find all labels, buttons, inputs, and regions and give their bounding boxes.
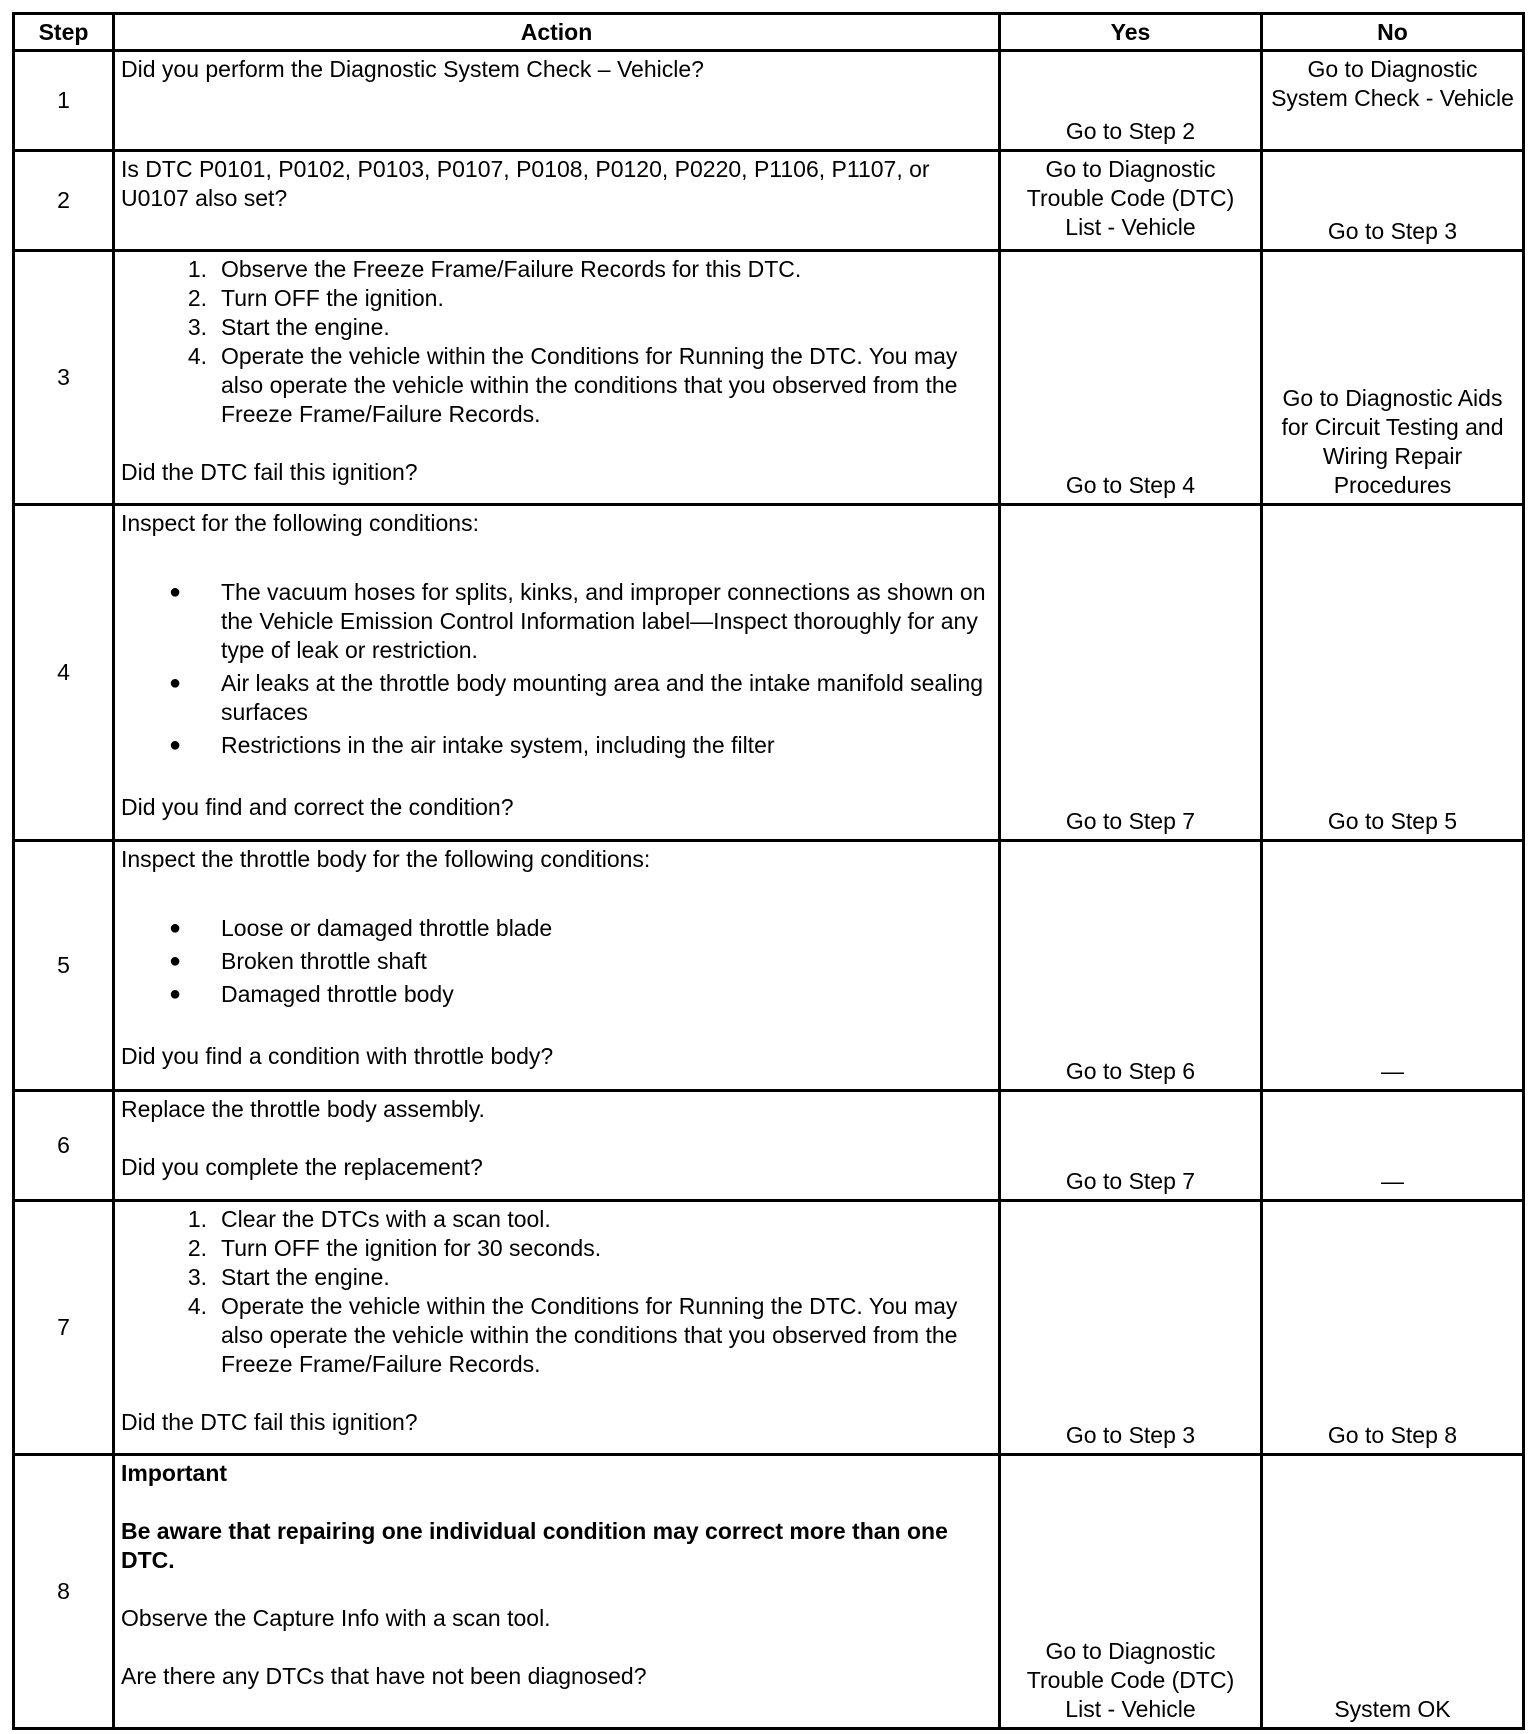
yes-cell: Go to Step 2	[1000, 51, 1262, 151]
list-item: 3. Start the engine.	[187, 1264, 390, 1290]
step-number: 6	[14, 1091, 114, 1201]
important-text: Be aware that repairing one individual condition may correct more than one DTC.	[121, 1518, 948, 1573]
action-intro: Inspect for the following conditions:	[121, 510, 479, 536]
no-cell: System OK	[1262, 1455, 1524, 1729]
header-step: Step	[14, 14, 114, 51]
action-cell	[114, 505, 1000, 841]
no-cell: Go to Diagnostic Aids for Circuit Testing and Wiring Repair Procedures	[1262, 251, 1524, 505]
list-item: 4. Operate the vehicle within the Conditions for Running the DTC. You may also operate the vehicle within the conditions that you observed from the Freeze Frame/Failure Records.	[187, 1293, 958, 1377]
diagnostic-table-sheet	[12, 12, 1525, 1730]
table-row-step-5	[14, 841, 1524, 1091]
action-cell	[114, 1455, 1000, 1729]
list-item: 4. Operate the vehicle within the Conditions for Running the DTC. You may also operate the vehicle within the conditions that you observed from the Freeze Frame/Failure Records.	[187, 343, 958, 427]
no-cell: Go to Step 5	[1262, 505, 1524, 841]
list-item: 3. Start the engine.	[187, 314, 390, 340]
step-number: 1	[14, 51, 114, 151]
no-cell: Go to Diagnostic System Check - Vehicle	[1262, 51, 1524, 151]
list-item: 1. Clear the DTCs with a scan tool.	[187, 1206, 551, 1232]
step-number: 5	[14, 841, 114, 1091]
step-number: 2	[14, 151, 114, 251]
bullet-icon: ●	[169, 672, 182, 694]
list-item: ● Loose or damaged throttle blade	[121, 914, 992, 943]
action-intro: Observe the Capture Info with a scan tool.	[121, 1605, 551, 1631]
action-question: Did the DTC fail this ignition?	[121, 459, 418, 485]
yes-cell: Go to Step 7	[1000, 1091, 1262, 1201]
action-question: Did you find a condition with throttle body?	[121, 1043, 554, 1069]
step-number: 7	[14, 1201, 114, 1455]
action-cell	[114, 1201, 1000, 1455]
list-item: 2. Turn OFF the ignition.	[187, 285, 444, 311]
no-cell: Go to Step 8	[1262, 1201, 1524, 1455]
header-yes: Yes	[1000, 14, 1262, 51]
list-item: ● Damaged throttle body	[121, 980, 992, 1009]
bullet-list	[121, 578, 992, 760]
action-intro: Inspect the throttle body for the following conditions:	[121, 846, 651, 872]
action-question: Did the DTC fail this ignition?	[121, 1409, 418, 1435]
step-number: 3	[14, 251, 114, 505]
bullet-icon: ●	[169, 734, 182, 756]
table-row-step-3	[14, 251, 1524, 505]
no-cell: —	[1262, 1091, 1524, 1201]
bullet-icon: ●	[169, 581, 182, 603]
action-cell	[114, 1091, 1000, 1201]
yes-cell: Go to Diagnostic Trouble Code (DTC) List - Vehicle	[1000, 1455, 1262, 1729]
list-item: ● The vacuum hoses for splits, kinks, and improper connections as shown on the Vehicle Emission Control Information label—Inspect thoroughly for any type of leak or restriction.	[121, 578, 992, 665]
table-row-step-6	[14, 1091, 1524, 1201]
action-cell	[114, 151, 1000, 251]
action-intro: Did you perform the Diagnostic System Check – Vehicle?	[121, 56, 704, 82]
action-intro: Is DTC P0101, P0102, P0103, P0107, P0108, P0120, P0220, P1106, P1107, or U0107 also set?	[121, 156, 930, 211]
table-row-step-2	[14, 151, 1524, 251]
table-row-step-4	[14, 505, 1524, 841]
numbered-steps	[121, 1205, 992, 1379]
list-item: 1. Observe the Freeze Frame/Failure Records for this DTC.	[187, 256, 802, 282]
table-row-step-7	[14, 1201, 1524, 1455]
bullet-icon: ●	[169, 950, 182, 972]
bullet-icon: ●	[169, 917, 182, 939]
header-action: Action	[114, 14, 1000, 51]
bullet-icon: ●	[169, 983, 182, 1005]
list-item: ● Restrictions in the air intake system, including the filter	[121, 731, 992, 760]
yes-cell: Go to Diagnostic Trouble Code (DTC) List - Vehicle	[1000, 151, 1262, 251]
action-cell	[114, 51, 1000, 151]
bullet-list	[121, 914, 992, 1009]
action-question: Are there any DTCs that have not been diagnosed?	[121, 1663, 647, 1689]
header-row	[14, 14, 1524, 51]
action-question: Did you complete the replacement?	[121, 1154, 483, 1180]
action-intro: Replace the throttle body assembly.	[121, 1096, 485, 1122]
list-item: 2. Turn OFF the ignition for 30 seconds.	[187, 1235, 602, 1261]
table-row-step-8	[14, 1455, 1524, 1729]
action-cell	[114, 251, 1000, 505]
no-cell: Go to Step 3	[1262, 151, 1524, 251]
table-row-step-1	[14, 51, 1524, 151]
important-title: Important	[121, 1460, 228, 1486]
step-number: 8	[14, 1455, 114, 1729]
yes-cell: Go to Step 6	[1000, 841, 1262, 1091]
yes-cell: Go to Step 7	[1000, 505, 1262, 841]
action-cell	[114, 841, 1000, 1091]
no-cell: —	[1262, 841, 1524, 1091]
yes-cell: Go to Step 3	[1000, 1201, 1262, 1455]
numbered-steps	[121, 255, 992, 429]
diagnostic-table	[12, 12, 1525, 1730]
list-item: ● Broken throttle shaft	[121, 947, 992, 976]
list-item: ● Air leaks at the throttle body mounting area and the intake manifold sealing surfaces	[121, 669, 992, 727]
step-number: 4	[14, 505, 114, 841]
header-no: No	[1262, 14, 1524, 51]
action-question: Did you find and correct the condition?	[121, 794, 514, 820]
yes-cell: Go to Step 4	[1000, 251, 1262, 505]
